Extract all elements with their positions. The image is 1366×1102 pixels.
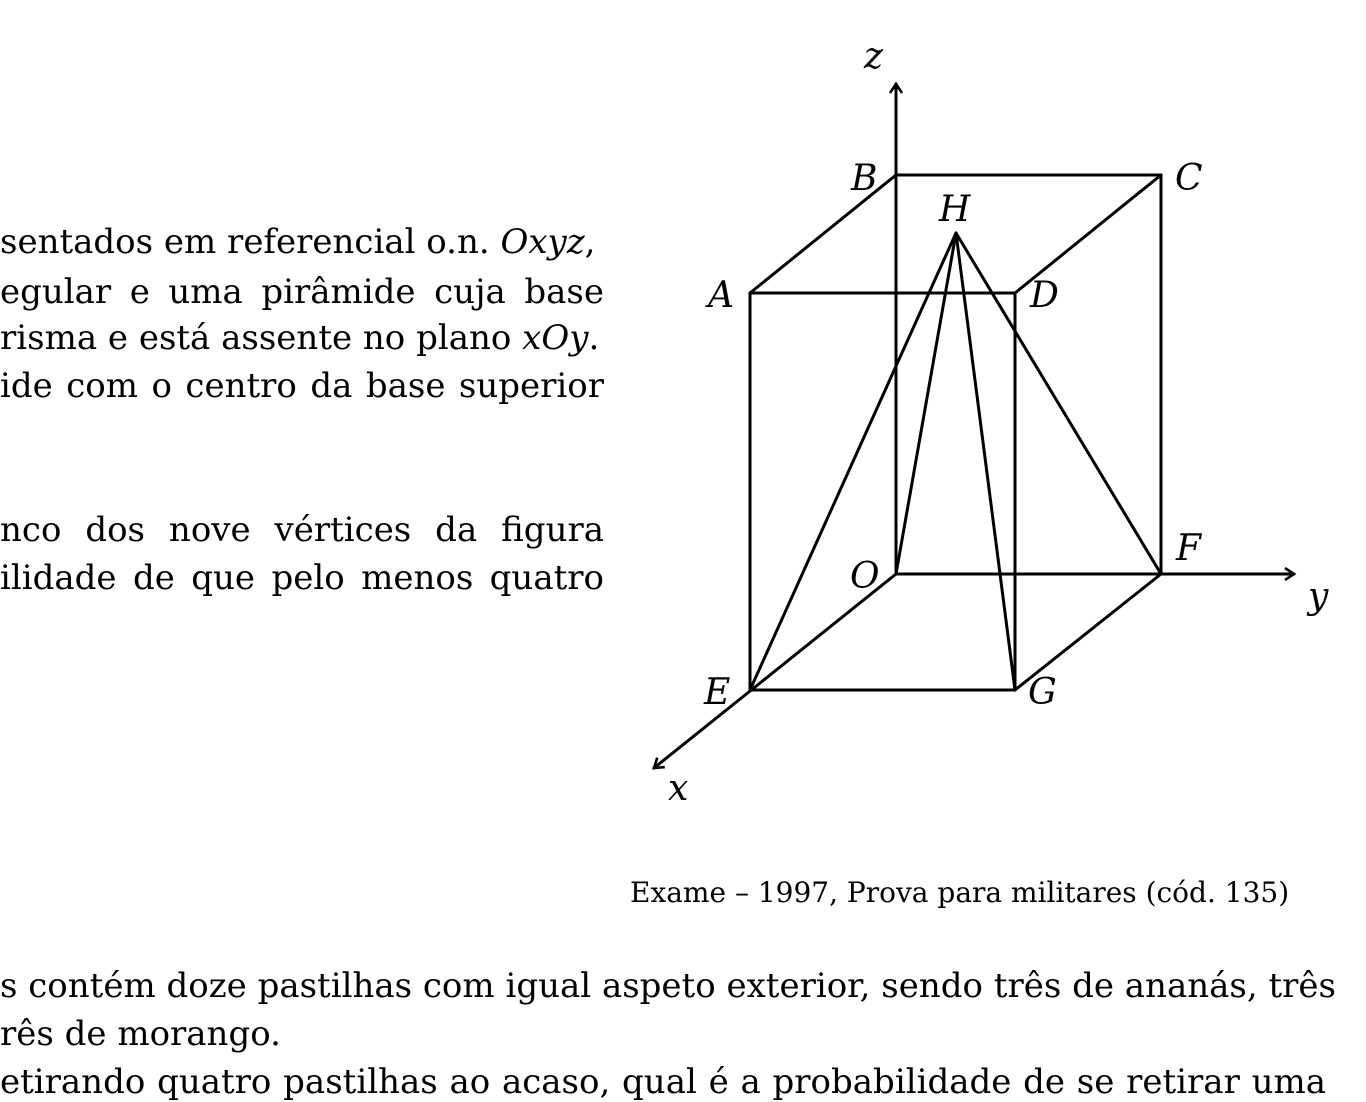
text-line-1: sentados em referencial o.n. Oxyz, (0, 222, 596, 262)
vertex-label-H: H (939, 189, 971, 230)
vertex-label-C: C (1175, 158, 1203, 199)
text-line-3: risma e está assente no plano xOy. (0, 318, 600, 358)
edge-HE (750, 233, 956, 690)
axis-label-x: x (668, 768, 689, 809)
edge-HO (896, 233, 956, 574)
vertex-label-B: B (851, 158, 878, 199)
vertex-label-O: O (850, 556, 880, 597)
x-axis (654, 574, 896, 768)
source-citation: Exame – 1997, Prova para militares (cód. 135) (630, 876, 1290, 909)
next-line-1: s contém doze pastilhas com igual aspeto exterior, sendo três de ananás, três (0, 966, 1336, 1006)
vertex-label-A: A (708, 275, 734, 316)
vertex-label-D: D (1030, 275, 1059, 316)
vertex-label-F: F (1176, 528, 1201, 569)
next-line-2: rês de morango. (0, 1014, 281, 1054)
text-line-6: ilidade de que pelo menos quatro (0, 558, 604, 598)
edge-HG (956, 233, 1015, 690)
text-line-2: egular e uma pirâmide cuja base (0, 272, 604, 312)
vertex-label-E: E (704, 672, 731, 713)
axis-label-z: z (864, 36, 883, 77)
next-line-3: etirando quatro pastilhas ao acaso, qual é a probabilidade de se retirar uma (0, 1062, 1326, 1102)
axis-label-y: y (1308, 576, 1329, 617)
text-line-4: ide com o centro da base superior (0, 366, 604, 406)
text-line-5: nco dos nove vértices da figura (0, 510, 604, 550)
vertex-label-G: G (1028, 672, 1057, 713)
